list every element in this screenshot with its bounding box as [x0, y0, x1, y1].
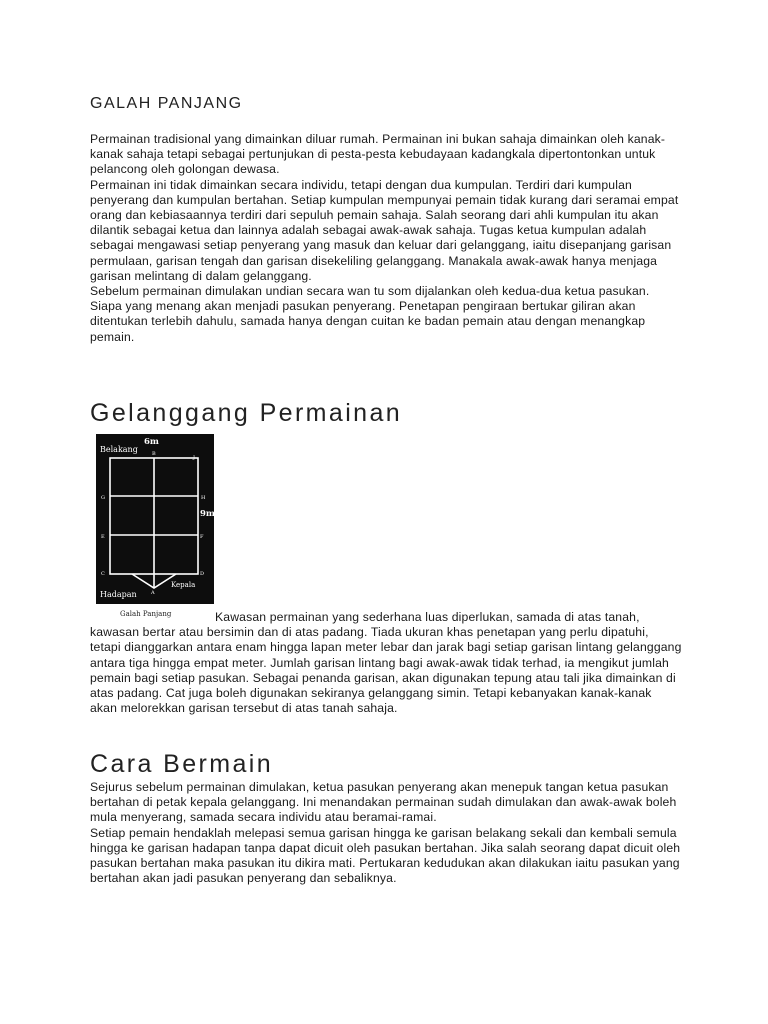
label-a: A — [151, 590, 155, 596]
label-width: 6m — [144, 437, 159, 447]
label-c: C — [101, 571, 105, 577]
court-description — [90, 610, 682, 716]
section-heading-cara-bermain: Cara Bermain — [90, 750, 274, 778]
intro-paragraph: Sebelum permainan dimulakan undian secara wan tu som dijalankan oleh kedua-dua ketua pasukan. Siapa yang menang akan menjadi pasukan penyerang. Penetapan pengiraan bertukar giliran akan ditentukan terlebih dahulu, samada hanya dengan cuitan ke badan pemain atau dengan menangkap pemain. — [90, 284, 650, 344]
court-diagram-svg — [96, 434, 214, 604]
court-diagram — [96, 434, 214, 604]
label-h: H — [201, 495, 206, 501]
court-caption: Galah Panjang — [120, 610, 172, 618]
label-j: J — [193, 455, 196, 461]
label-hadapan: Hadapan — [100, 590, 137, 599]
label-e: E — [101, 534, 105, 540]
label-belakang: Belakang — [100, 445, 138, 454]
label-b: B — [152, 451, 156, 457]
court-background — [96, 434, 214, 604]
label-kepala: Kepala — [171, 581, 196, 589]
intro-section — [90, 132, 682, 345]
intro-paragraph: Permainan tradisional yang dimainkan diluar rumah. Permainan ini bukan sahaja dimainkan oleh kanak-kanak sahaja tetapi sebagai pertunjukan di pesta-pesta kebudayaan kadangkala dipertontonkan untuk pelancong oleh golongan dewasa. — [90, 132, 666, 177]
label-f: F — [200, 534, 204, 540]
document-title: GALAH PANJANG — [90, 95, 243, 112]
court-paragraph: Kawasan permainan yang sederhana luas diperlukan, samada di atas tanah, kawasan bertar atau bersimin dan di atas padang. Tiada ukuran khas penetapan yang perlu dipatuhi, tetapi dianggarkan antara enam hingga lapan meter lebar dan jarak bagi setiap garisan lintang gelanggang antara tiga hingga empat meter. Jumlah garisan lintang bagi awak-awak tidak terhad, ia mengikut jumlah pemain bagi setiap pasukan. Sebagai penanda garisan, akan digunakan tepung atau tali jika dimainkan di atas padang. Cat juga boleh digunakan sekiranya gelanggang simin. Tetapi kebanyakan kanak-kanak akan melorekkan garisan tersebut di atas tanah sahaja. — [90, 610, 682, 716]
section-heading-gelanggang: Gelanggang Permainan — [90, 399, 403, 427]
label-length: 9m — [200, 509, 214, 519]
play-paragraph: Setiap pemain hendaklah melepasi semua garisan hingga ke garisan belakang sekali dan kembali semula hingga ke garisan hadapan tanpa dapat dicuit oleh pasukan bertahan. Jika salah seorang dapat dicuit oleh pasukan bertahan maka pasukan itu dikira mati. Pertukaran kedudukan akan dilakukan iaitu pasukan yang bertahan akan jadi pasukan penyerang dan sebaliknya. — [90, 825, 681, 886]
play-section — [90, 780, 682, 886]
play-paragraph: Sejurus sebelum permainan dimulakan, ketua pasukan penyerang akan menepuk tangan ketua pasukan bertahan di petak kepala gelanggang. Ini menandakan permainan sudah dimulakan dan awak-awak boleh mula menyerang, samada secara individu atau beramai-ramai. — [90, 780, 677, 825]
label-g: G — [101, 495, 105, 501]
intro-paragraph: Permainan ini tidak dimainkan secara individu, tetapi dengan dua kumpulan. Terdiri dari kumpulan penyerang dan kumpulan bertahan. Setiap kumpulan mempunyai pemain tidak kurang dari seramai empat orang dan kebiasaannya terdiri dari sepuluh pemain sahaja. Salah seorang dari ahli kumpulan itu akan dilantik sebagai ketua dan lainnya adalah sebagai awak-awak sahaja. Tugas ketua kumpulan adalah sebagai mengawasi setiap penyerang yang masuk dan keluar dari gelanggang, iaitu disepanjang garisan permulaan, garisan tengah dan garisan disekeliling gelanggang. Manakala awak-awak hanya menjaga garisan melintang di dalam gelanggang. — [90, 177, 679, 283]
label-d: D — [200, 571, 205, 577]
